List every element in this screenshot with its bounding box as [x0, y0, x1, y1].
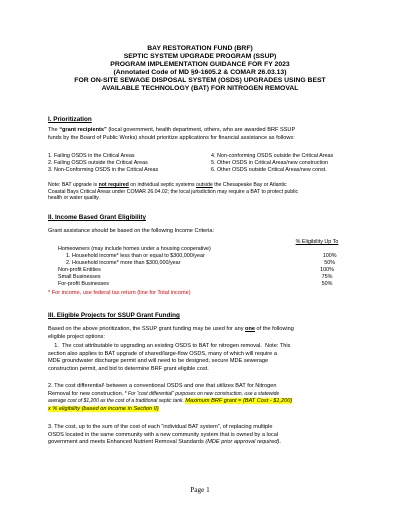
- eligibility-row-value: 50%: [324, 260, 336, 266]
- intro-text: The: [48, 127, 60, 133]
- option-text: .: [279, 439, 281, 446]
- note-text: health or water quality.: [48, 195, 100, 201]
- mde-approval-note: (MDE prior approval required): [205, 439, 280, 446]
- title-line: (Annotated Code of MD §9-1605.2 & COMAR 26.03.13): [113, 69, 287, 77]
- priority-item: 5. Other OSDS in Critical Areas/new construction: [211, 159, 329, 166]
- option-text: 2. The cost differential¹ between a conventional OSDS and one that utilizes BAT for Nitrogen: [48, 383, 277, 389]
- title-line: SEPTIC SYSTEM UPGRADE PROGRAM (SSUP): [123, 53, 277, 61]
- priority-item: 1. Failing OSDS in the Critical Areas: [48, 153, 135, 159]
- option-text: OSDS located in the same community with a new community system that is owned by a local: [48, 431, 279, 438]
- project-option-1: [48, 343, 360, 373]
- section-2-intro: Grant assistance should be based on the following Income Criteria:: [48, 228, 215, 234]
- section-1-note: [48, 182, 368, 202]
- section-1-heading: I. Prioritization: [48, 116, 92, 123]
- eligibility-row-label: 2. Household income* more than $300,000/year: [66, 260, 181, 266]
- priority-item: 3. Non-Conforming OSDS in the Critical Areas: [48, 166, 159, 173]
- priority-item: 4. Non-conforming OSDS outside the Critical Areas: [211, 153, 334, 159]
- option-text: 3. The cost, up to the sum of the cost of each “individual BAT system”, of replacing multiple: [48, 424, 273, 430]
- eligibility-row-value: 50%: [321, 281, 333, 287]
- eligibility-row-label: Homeowners (may include homes under a housing cooperative): [58, 246, 211, 252]
- intro-text: of the following: [255, 326, 294, 332]
- option-text: section also applies to BAT upgrade of shared/large-flow OSDS, many of which will require a: [48, 350, 277, 357]
- note-text: the Chesapeake Bay or Atlantic: [212, 182, 287, 188]
- eligibility-row-value: [294, 246, 360, 253]
- max-grant-highlight: x % eligibility (based on income in Section II): [48, 405, 159, 412]
- option-text: government and meets Enhanced Nutrient Removal Standards: [48, 439, 206, 446]
- eligibility-row-label: For-profit Businesses: [58, 281, 109, 287]
- section-3-heading: III. Eligible Projects for SSUP Grant Funding: [48, 312, 180, 319]
- intro-text: Based on the above prioritization, the SSUP grant funding may be used for any: [48, 326, 246, 332]
- eligibility-row-value: 75%: [321, 274, 333, 280]
- note-text: on individual septic systems: [128, 182, 197, 188]
- section-1-intro: [48, 127, 360, 142]
- eligibility-row-label: 1. Household income* less than or equal to $300,000/year: [66, 253, 205, 259]
- eligibility-table: [48, 239, 362, 288]
- option-text: MDE groundwater discharge permit and will need to be designed, secure MDE sewerage: [48, 358, 269, 365]
- intro-text: eligible project options:: [48, 333, 105, 340]
- page-number: Page 1: [190, 486, 210, 494]
- eligibility-column-header: % Eligibility Up To: [295, 239, 339, 245]
- title-line: BAY RESTORATION FUND (BRF): [147, 45, 253, 52]
- eligibility-row-label: Non-profit Entities: [58, 267, 101, 273]
- project-option-3: [48, 424, 360, 447]
- section-3-intro: [48, 326, 360, 341]
- option-text: construction permit, and bid to determine BRF grant eligible cost.: [48, 365, 209, 372]
- note-text: Note: BAT upgrade is: [48, 182, 99, 188]
- grant-recipients-term: “grant recipients”: [59, 127, 107, 133]
- title-line: AVAILABLE TECHNOLOGY (BAT) FOR NITROGEN REMOVAL: [101, 85, 299, 93]
- note-emphasis: outside: [196, 182, 213, 188]
- note-emphasis: not required: [98, 182, 129, 188]
- priority-list: [48, 153, 368, 174]
- priority-item: 2. Failing OSDS outside the Critical Areas: [48, 159, 148, 166]
- priority-item: 6. Other OSDS outside Critical Areas/new const.: [211, 166, 327, 173]
- eligibility-row-value: 100%: [320, 267, 334, 273]
- intro-emphasis: one: [245, 326, 255, 332]
- intro-text: (local government, health department, others, who are awarded BRF SSUP: [106, 127, 296, 133]
- option-text: 1. The cost attributable to upgrading an existing OSDS to BAT for nitrogen removal. Note: This: [48, 343, 291, 349]
- option-note: * For “cost differential” purposes on new construction, use a statewide: [123, 390, 280, 397]
- intro-text: funds by the Board of Public Works) should prioritize applications for financial assistance as follows:: [48, 134, 295, 141]
- section-2-heading: II. Income Based Grant Eligibility: [48, 214, 146, 221]
- income-footnote: * For income, use federal tax return (line for Total income): [48, 290, 191, 296]
- title-line: FOR ON-SITE SEWAGE DISPOSAL SYSTEM (OSDS) UPGRADES USING BEST: [74, 77, 326, 85]
- project-option-2: [48, 383, 360, 413]
- eligibility-row-value: 100%: [322, 253, 337, 259]
- note-text: Coastal Bays Critical Areas under COMAR 26.04.02; the local jurisdiction may require a BAT to protect public: [48, 188, 299, 195]
- option-note: average cost of $1,200 as the cost of a traditional septic tank.: [48, 398, 186, 405]
- option-text: Removal for new construction.: [48, 390, 124, 397]
- eligibility-row-label: Small Businesses: [58, 274, 101, 280]
- document-title: [44, 45, 356, 94]
- max-grant-highlight: Maximum BRF grant = (BAT Cost - $1,200): [185, 398, 293, 405]
- title-line: PROGRAM IMPLEMENTATION GUIDANCE FOR FY 2023: [110, 61, 290, 69]
